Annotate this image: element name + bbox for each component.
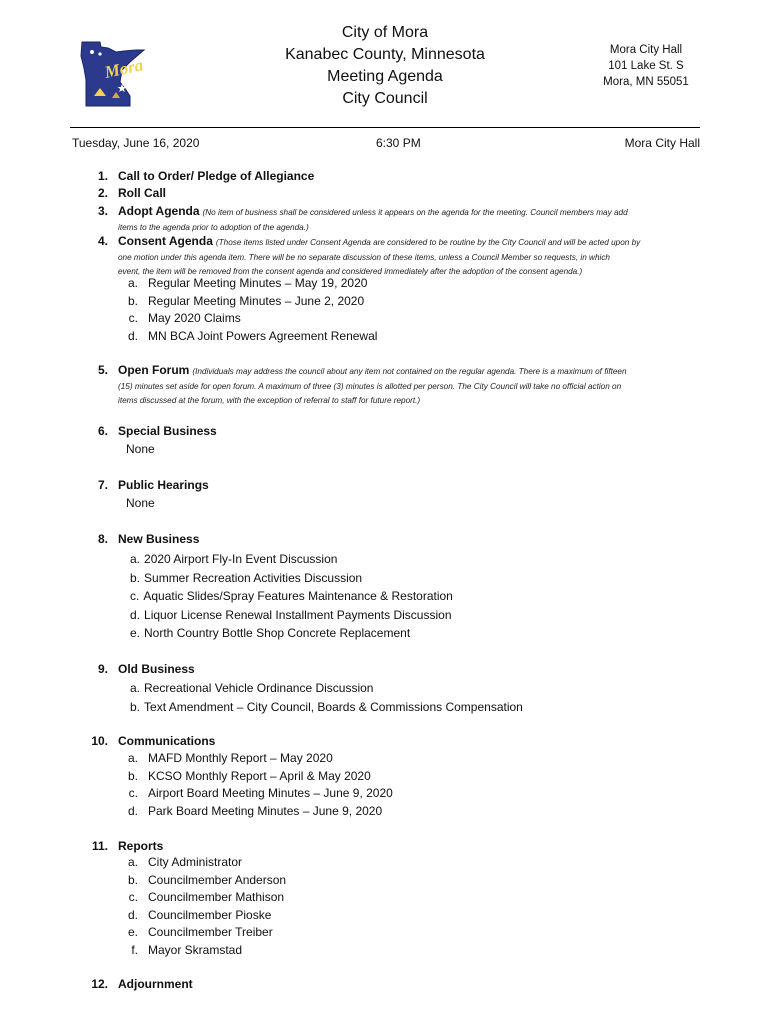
item-title: Reports xyxy=(118,839,164,853)
item-title: Communications xyxy=(118,734,216,748)
meeting-location: Mora City Hall xyxy=(624,136,700,150)
item-title: Roll Call xyxy=(118,186,167,200)
item-title: Special Business xyxy=(118,424,217,438)
list-item: e. North Country Bottle Shop Concrete Replacement xyxy=(130,626,411,641)
item-title: Consent Agenda xyxy=(118,234,213,248)
item-title: New Business xyxy=(118,532,200,546)
meeting-date: Tuesday, June 16, 2020 xyxy=(72,136,200,150)
item-title: Open Forum xyxy=(118,363,190,377)
item-title: Old Business xyxy=(118,662,195,676)
county-state: Kanabec County, Minnesota xyxy=(285,46,485,63)
item-note-continued: items to the agenda prior to adoption of the agenda.) xyxy=(118,223,309,232)
meeting-info-row xyxy=(72,135,700,151)
item-number: 1. xyxy=(97,169,108,183)
old-business-list xyxy=(130,679,527,716)
item-number: 9. xyxy=(97,662,108,676)
agenda-page: Mora City of Mora Kanabec County, Minnesota Meeting Agenda City Council Mora City Hall 101 Lake St. S Mora, MN 55051 Tuesday, June 16, 2020 6:30 PM Mora City Hall 1. Call to Order/ Pledge of Allegiance 2. Roll Call 3. Adopt Agenda (No item of business shall be considered unless it appears on the agenda for the meeting. Council members may add items to the agenda prior to adoption of the agenda.) 4. Consent Agenda (Those items listed under Consent Agenda are considered to be routine by the City Council and will be acted upon by one motion under this agenda item. There will be no separate discussion of these items, unless a Council Member so requests, in which event, the item will be removed from the consent agenda and considered immediately after the adoption of the consent agenda.) a. Regular Meeting Minutes – May 19, 2020 b. Regular Meeting Minutes – June 2, 2020 c. May 2020 Claims d. MN BCA Joint Powers Agreement Renewal 5. Open Forum (Individuals may address the council about any item not contained on the regular agenda. There is a maximum of fifteen (15) minutes set aside for open forum. A maximum of three (3) minutes is allotted per person. The City Council will take no official action on items discussed at the forum, with the exception of referral to staff for future report.) 6. Special Business None 7. Public Hearings None 8. New Business a. 2020 Airport Fly-In Event Discussion b. Summer Recreation Activities Discussion c. Aquatic Slides/Spray Features Maintenance & Restoration d. Liquor License Renewal Installment Payments Discussion e. North Country Bottle Shop Concrete Replacement 9. Old Business a. Recreational Vehicle Ordinance Discussion b. Text Amendment – City Council, Boards & Commissions Compensation 10. Communications a. MAFD Monthly Report – May 2020 b. KCSO Monthly Report – April & May 2020 c. Airport Board Meeting Minutes – June 9, 2020 d. Park Board Meeting Minutes – June 9, 2020 11. Reports a. City Administrator b. Councilmember Anderson c. Councilmember Mathison d. Councilmember Pioske e. Councilmember Treiber f. Mayor Skramstad 12. Adjournment xyxy=(0,0,770,1024)
list-item: b. Text Amendment – City Council, Boards & Commissions Compensation xyxy=(130,699,523,714)
item-note-continued: one motion under this agenda item. There will be no separate discussion of these items, unless a Council Member so requests, in which xyxy=(118,253,610,262)
item-number: 12. xyxy=(91,977,108,991)
new-business-list xyxy=(130,550,457,643)
item-number: 10. xyxy=(91,734,108,748)
city-logo xyxy=(78,40,148,108)
list-item: d. Liquor License Renewal Installment Payments Discussion xyxy=(130,607,452,622)
address-line: Mora, MN 55051 xyxy=(603,76,689,88)
item-note: (No item of business shall be considered unless it appears on the agenda for the meeting. Council members may add xyxy=(202,208,628,217)
meeting-time: 6:30 PM xyxy=(376,136,421,150)
body-name: City Council xyxy=(342,90,428,107)
address-line: Mora City Hall xyxy=(609,44,683,56)
item-note-continued: event, the item will be removed from the consent agenda and considered immediately after the adoption of the consent agenda.) xyxy=(118,267,583,276)
list-item: b. Summer Recreation Activities Discussion xyxy=(130,570,363,585)
header-divider xyxy=(70,127,700,128)
list-item: c. Aquatic Slides/Spray Features Maintenance & Restoration xyxy=(130,589,453,604)
item-note-continued: (15) minutes set aside for open forum. A maximum of three (3) minutes is allotted per person. The City Council will take no official action on xyxy=(118,382,622,391)
item-value: None xyxy=(126,442,155,456)
agenda-title-block xyxy=(235,22,535,110)
item-number: 6. xyxy=(97,424,108,438)
item-note: (Those items listed under Consent Agenda are considered to be routine by the City Council and will be acted upon by xyxy=(215,238,641,247)
address-line: 101 Lake St. S xyxy=(608,60,684,72)
item-value: None xyxy=(126,496,155,510)
list-item: a. Recreational Vehicle Ordinance Discussion xyxy=(130,681,374,695)
item-number: 3. xyxy=(97,204,108,218)
minnesota-state-shape-icon xyxy=(78,40,148,108)
item-note: (Individuals may address the council about any item not contained on the regular agenda. There is a maximum of fifteen xyxy=(192,367,627,376)
item-note-continued: items discussed at the forum, with the exception of referral to staff for future report.) xyxy=(118,396,421,405)
city-name: City of Mora xyxy=(341,24,429,41)
item-number: 11. xyxy=(91,839,108,853)
svg-text:Mora: Mora xyxy=(102,55,145,82)
item-title: Public Hearings xyxy=(118,478,209,492)
document-type: Meeting Agenda xyxy=(327,68,443,85)
item-title: Call to Order/ Pledge of Allegiance xyxy=(118,169,315,183)
item-title: Adjournment xyxy=(118,977,193,991)
item-number: 5. xyxy=(97,363,108,377)
item-number: 2. xyxy=(97,186,108,200)
list-item: a. 2020 Airport Fly-In Event Discussion xyxy=(130,552,338,566)
item-title: Adopt Agenda xyxy=(118,204,200,218)
item-number: 4. xyxy=(97,234,108,248)
address-block xyxy=(585,42,707,90)
item-number: 8. xyxy=(97,532,108,546)
item-number: 7. xyxy=(97,478,108,492)
